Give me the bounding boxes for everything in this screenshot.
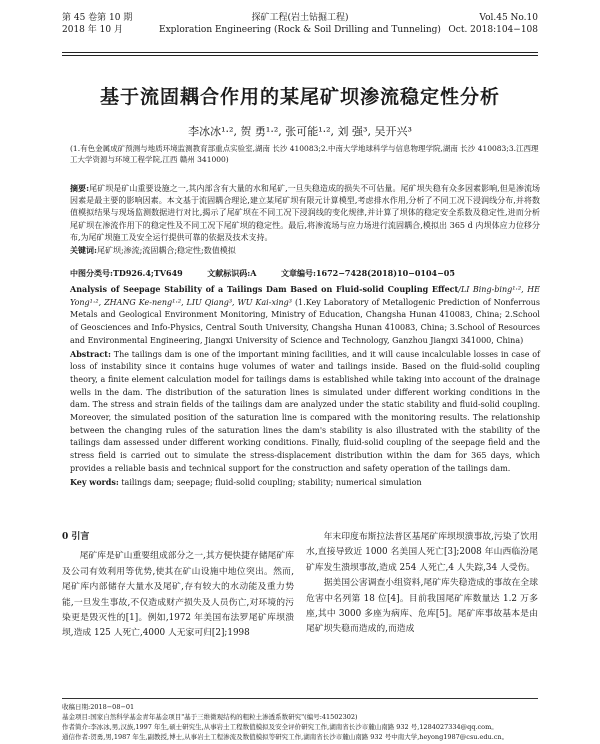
authors-en: /LI Bing-bing¹·², HE Yong¹·², ZHANG Ke-neng¹·², LIU Qiang³, WU Kai-xing³	[70, 285, 540, 307]
keywords-en-label: Key words:	[70, 476, 119, 487]
body-paragraph: 据美国公害调查小组资料,尾矿库失稳造成的事故在全球危害中名列第 18 位[4]。目前我国尾矿库数量达 1.2 万多座,其中 3000 多座为病库、危库[5]。尾矿库事故基本是由尾矿坝失稳而造成的,而造成	[306, 578, 538, 635]
section-heading: 0 引言	[62, 532, 90, 542]
footnote-author: 作者简介:李冰冰,男,汉族,1997 年生,硕士研究生,从事岩土工程数值模拟及安全评价研究工作,湖南省长沙市麓山南路 932 号,1284027334@qq.com。	[62, 723, 498, 731]
date-cn: 2018 年 10 月	[62, 25, 123, 35]
article-number: 文章编号:1672−7428(2018)10−0104−05	[280, 268, 455, 278]
abstract-en	[70, 283, 540, 489]
pages-en: Oct. 2018:104−108	[448, 25, 538, 35]
doc-code: 文献标识码:A	[207, 268, 257, 278]
footnote-received: 收稿日期:2018−08−01	[62, 703, 135, 711]
keywords-cn-text: 尾矿坝;渗流;流固耦合;稳定性;数值模拟	[96, 246, 236, 256]
abstract-cn-text: 尾矿坝是矿山重要设施之一,其内部含有大量的水和尾矿,一旦失稳造成的损失不可估量。尾矿坝失稳有众多因素影响,但是渗流场因素是最主要的影响因素。本文基于流固耦合理论,建立某尾矿坝有限元计算模型,考虑排水作用,分析了不同工况下浸润线分布,并将数值模拟结果与现场监测数据进行对比,揭示了尾矿坝在不同工况下浸润线的变化规律,并计算了坝体的稳定安全系数及稳定性,进而分析尾矿坝在渗流作用下的稳定性及不同工况下尾矿坝的稳定性。最后,将渗流场与应力场进行流固耦合,模拟出 365 d 内坝体应力位移分布,为尾矿坝施工及安全运行提供可靠的依据及技术支持。	[70, 184, 541, 242]
keywords-cn-label: 关键词:	[70, 245, 97, 256]
body-left-column	[62, 530, 294, 642]
abstract-en-label: Abstract:	[70, 348, 111, 359]
abstract-cn	[70, 182, 540, 257]
footnote-corresponding: 通信作者:贺勇,男,1987 年生,副教授,博士,从事岩土工程渗流及数值模拟等研究工作,湖南省长沙市麓山南路 932 号中南大学,heyong1987@csu.edu.cn。	[62, 733, 509, 741]
running-header	[62, 12, 538, 53]
header-right	[408, 12, 538, 36]
body-right-column	[306, 530, 538, 638]
affiliation-cn: (1.有色金属成矿预测与地质环境监测教育部重点实验室,湖南 长沙 410083;2.中南大学地球科学与信息物理学院,湖南 长沙 410083;3.江西理工大学资源与环境工程学院,江西 赣州 341000)	[70, 144, 539, 164]
volume-en: Vol.45 No.10	[479, 13, 538, 23]
author-list: 李冰冰¹·², 贺 勇¹·², 张可能¹·², 刘 强³, 吴开兴³	[188, 125, 412, 138]
classification-line	[70, 268, 540, 279]
header-rule	[62, 55, 538, 56]
keywords-en-text: tailings dam; seepage; fluid-solid coupling; stability; numerical simulation	[121, 477, 422, 487]
journal-en: Exploration Engineering (Rock & Soil Drilling and Tunneling)	[159, 25, 441, 35]
journal-cn: 探矿工程(岩土钻掘工程)	[251, 13, 349, 23]
abstract-en-text: The tailings dam is one of the important mining facilities, and it will cause incalculable losses in case of loss of instability since it contains huge volumes of water and tailings inside. Based on the fluid-solid coupling theory, a finite element calculation model for tailings dams is established while taking into account of the drainage wells in the dam. The distribution of the saturation lines is simulated under different working conditions in the dam. The stress and strain fields of the tailings dam are analyzed under the static stability and fluid-solid coupling. Moreover, the simulated position of the saturation line is compared with the monitoring results. The relationship between the changing rules of the saturation lines the dam's stability is also illustrated with the stability of the tailings dam assessed under different working conditions. Finally, fluid-solid coupling of the seepage field and the stress field is carried out to simulate the stress-displacement distribution within the dam for 365 days, which provides a reliable basis and technical support for the construction and safety operation of the tailings dam.	[70, 349, 541, 473]
affiliation-en: (1.Key Laboratory of Metallogenic Prediction of Nonferrous Metals and Geological Environment Monitoring, Ministry of Education, Changsha Hunan 410083, China; 2.School of Geosciences and Info-Physics, Central South University, Changsha Hunan 410083, China; 3.School of Resources and Environmental Engineering, Jiangxi University of Science and Technology, Ganzhou Jiangxi 341000, China)	[70, 297, 540, 345]
abstract-cn-label: 摘要:	[70, 183, 90, 193]
clc-number: 中图分类号:TD926.4;TV649	[70, 268, 183, 278]
footnotes	[62, 698, 538, 742]
volume-cn: 第 45 卷第 10 期	[62, 13, 133, 23]
paper-title: 基于流固耦合作用的某尾矿坝渗流稳定性分析	[99, 86, 500, 108]
body-paragraph: 尾矿库是矿山重要组成部分之一,其方便快捷存储尾矿库及公司有效利用等优势,使其在矿山设施中地位突出。然而,尾矿库内部储存大量水及尾矿,存有较大的水动能及重力势能,一旦发生事故,不仅造成财产损失及人员伤亡,对环境的污染更是毁灭性的[1]。例如,1972 年美国布法罗尾矿库坝溃坝,造成 125 人死亡,4000 人无家可归[2];1998	[62, 551, 294, 639]
footnote-funding: 基金项目:国家自然科学基金青年基金项目"基于三维微观结构的粗粒土渗透系数研究"(编号:41502302)	[62, 713, 358, 721]
body-paragraph: 年末印度布斯拉法普区基尾矿库坝坝溃事故,污染了饮用水,直接导致近 1000 名美国人死亡[3];2008 年山西临汾尾矿库发生溃坝事故,造成 254 人死亡,4 人失踪,34 人受伤。	[306, 532, 538, 573]
title-en: Analysis of Seepage Stability of a Tailings Dam Based on Fluid-solid Coupling Effect	[70, 284, 459, 294]
